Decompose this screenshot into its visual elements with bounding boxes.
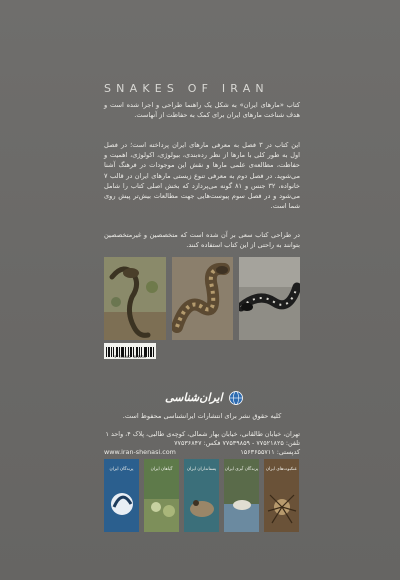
publisher-contact-line <box>104 448 300 457</box>
barcode-number: 9 786002 381433 <box>114 355 146 359</box>
related-book-3 <box>184 459 219 532</box>
publisher-postal-code: کدپستی: ۱۵۶۳۶۵۵۷۱۱ <box>240 448 300 456</box>
related-book-5 <box>264 459 299 532</box>
publisher-logo-text: ایران‌شناسی <box>165 391 223 404</box>
photo-strip <box>104 257 300 340</box>
related-book-1-title: پرندگان ایران <box>109 467 134 472</box>
related-book-3-title: پستانداران ایران <box>186 467 217 472</box>
publisher-phone: تلفن: ۷۷۵۲۱۸۲۵ - ۷۷۵۳۹۸۵۹ فکس: ۷۷۵۳۶۸۴۷ <box>174 439 300 447</box>
description-paragraph-2: این کتاب در ۳ فصل به معرفی مارهای ایران پرداخته است؛ در فصل اول به طور کلی با مارها از نظر رده‌بندی، بیولوژی، اکولوژی، اهمیت و حفاظت، مطالعه‌ی علمی مارها و نقش این موجودات در فرهنگ آشنا می‌شوید. در فصل دوم به معرفی تنوع زیستی مارهای ایران در قالب ۷ خانواده، ۳۲ جنس و ۸۱ گونه می‌پردازد که بخش اصلی کتاب را شامل می‌شود و در فصل سوم پیوست‌هایی جهت مطالعات بیش‌تر پیش روی شما است. <box>104 141 301 211</box>
related-book-4-title: پرندگان آبزی ایران <box>224 467 259 472</box>
related-book-1 <box>104 459 139 532</box>
rights-notice: کلیه حقوق نشر برای انتشارات ایرانشناسی محفوظ است. <box>122 412 282 420</box>
related-book-2-title: گیاهان ایران <box>150 467 173 472</box>
cobra-photo <box>104 257 166 340</box>
globe-icon <box>229 391 243 405</box>
related-book-5-title: عنکبوت‌های ایران <box>265 467 298 472</box>
publisher-logo <box>165 390 245 408</box>
viper-photo <box>172 257 233 340</box>
isbn-barcode <box>104 343 156 359</box>
publisher-address: تهران، خیابان طالقانی، خیابان بهار شمالی، کوچه‌ی طالبی، پلاک ۴، واحد ۱ <box>105 430 300 438</box>
related-book-4 <box>224 459 259 532</box>
publisher-website: www.iran-shenasi.com <box>104 448 176 456</box>
related-books-strip <box>104 459 300 532</box>
snake-on-rock-photo <box>239 257 300 340</box>
cover-title: SNAKES OF IRAN <box>104 82 269 95</box>
description-paragraph-3: در طراحی کتاب سعی بر آن شده است که متخصصین و غیرمتخصصین بتوانند به راحتی از این کتاب استفاده کنند. <box>104 231 300 250</box>
related-book-2 <box>144 459 179 532</box>
description-paragraph-1: کتاب «مارهای ایران» به شکل یک راهنما طراحی و اجرا شده است و هدف شناخت مارهای ایران برای کمک به حفاظت از آنهاست. <box>104 101 300 120</box>
